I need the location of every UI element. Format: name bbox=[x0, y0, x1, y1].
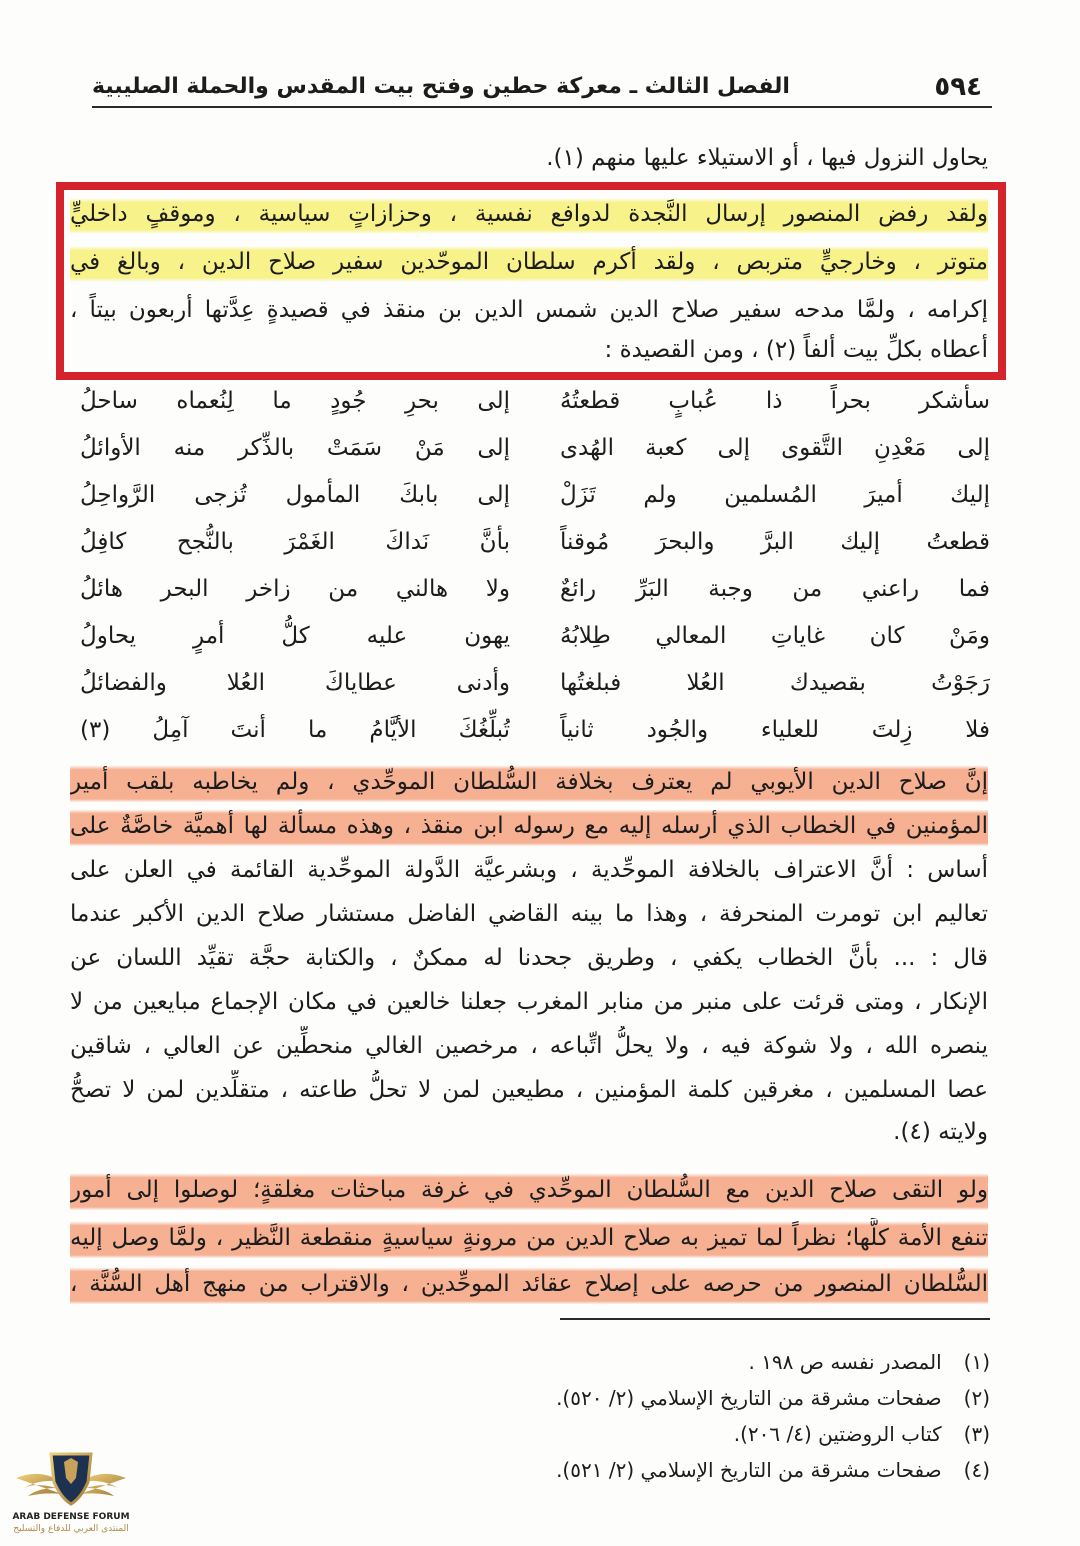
footnote-4 bbox=[290, 1452, 990, 1488]
para3-line-2: تنفع الأمة كلَّها؛ نظراً لما تميز به صلاح الدين من مرونةٍ سياسيةٍ منقطعة النَّظير ، ولمَّا وصل إليه bbox=[70, 1218, 988, 1260]
para3-line-3: السُّلطان المنصور من حرصه على إصلاح عقائد الموحِّدين ، والاقتراب من منهج أهل السُّنَّة ، bbox=[70, 1264, 988, 1306]
verse-left-1: إلى بحرِ جُودٍ ما لِنُعماه ساحلُ bbox=[80, 388, 510, 414]
verse-right-3: إليك أميرَ المُسلمين ولم تَزَلْ bbox=[560, 482, 990, 508]
chapter-title: الفصل الثالث ـ معركة حطين وفتح بيت المقدس والحملة الصليبية bbox=[92, 74, 790, 99]
verse-right-8: فلا زِلتَ للعلياء والجُود ثانياً bbox=[560, 717, 990, 743]
para2-line-1: إنَّ صلاح الدين الأيوبي لم يعترف بخلافة السُّلطان الموحِّدي ، ولم يخاطبه بلقب أمير bbox=[70, 762, 988, 804]
footnote-number: (٢) bbox=[963, 1386, 990, 1410]
para2-line-4: تعاليم ابن تومرت المنحرفة ، وهذا ما بينه القاضي الفاضل مستشار صلاح الدين الأكبر عندما bbox=[70, 901, 988, 927]
para2-line-5: قال : ... بأنَّ الخطاب يكفي ، وطريق جحدنا له ممكنٌ ، والكتابة حجَّة تقيِّد اللسان عن bbox=[70, 945, 988, 971]
verse-right-6: ومَنْ كان غاياتِ المعالي طِلابُهُ bbox=[560, 623, 990, 649]
verse-left-3: إلى بابكَ المأمول تُزجى الرَّواحِلُ bbox=[80, 482, 510, 508]
footnote-number: (١) bbox=[963, 1350, 990, 1374]
page-number: ٥٩٤ bbox=[934, 72, 982, 102]
forum-logo bbox=[6, 1448, 136, 1540]
footnote-number: (٤) bbox=[963, 1458, 990, 1482]
verse-left-2: إلى مَنْ سَمَتْ بالذِّكر منه الأوائلُ bbox=[80, 435, 510, 461]
para2-line-9: ولايته (٤). bbox=[893, 1119, 988, 1145]
para2-line-7: ينصره الله ، ولا شوكة فيه ، ولا يحلُّ اتِّباعه ، مرخصين الغالي منحطِّين عن العالي ، شاقين bbox=[70, 1033, 988, 1059]
footnote-text: صفحات مشرقة من التاريخ الإسلامي (٢/ ٥٢٠). bbox=[556, 1386, 942, 1410]
footnote-1 bbox=[290, 1344, 990, 1380]
logo-text-en: ARAB DEFENSE FORUM bbox=[12, 1512, 130, 1522]
verse-left-7: وأدنى عطاياكَ العُلا والفضائلُ bbox=[80, 670, 510, 696]
verse-right-7: رَجَوْتُ بقصيدك العُلا فبلغتُها bbox=[560, 670, 990, 696]
box-line-1: ولقد رفض المنصور إرسال النَّجدة لدوافع نفسية ، وحزازاتٍ سياسية ، وموقفٍ داخليٍّ bbox=[70, 194, 988, 236]
shield-wings-icon bbox=[6, 1448, 136, 1514]
para2-line-8: عصا المسلمين ، مغرقين كلمة المؤمنين ، مطيعين لمن لا تحلُّ طاعته ، متقلِّدين لمن لا تصحُّ bbox=[70, 1077, 988, 1103]
verse-right-2: إلى مَعْدِنِ التَّقوى إلى كعبة الهُدى bbox=[560, 435, 990, 461]
logo-text-ar: المنتدى العربي للدفاع والتسليح bbox=[13, 1524, 129, 1534]
para3-line-1: ولو التقى صلاح الدين مع السُّلطان الموحِّدي في غرفة مباحثات مغلقةٍ؛ لوصلوا إلى أمور bbox=[70, 1170, 988, 1212]
verse-left-8: تُبلِّغُكَ الأيَّامُ ما أنتَ آمِلُ (٣) bbox=[80, 717, 510, 743]
verse-left-6: يهون عليه كلُّ أمرٍ يحاولُ bbox=[80, 623, 510, 649]
verse-right-5: فما راعني من وجبة البَرِّ رائعٌ bbox=[560, 576, 990, 602]
footnote-2 bbox=[290, 1380, 990, 1416]
footnote-text: المصدر نفسه ص ١٩٨ . bbox=[748, 1350, 942, 1374]
verse-left-5: ولا هالني من زاخر البحر هائلُ bbox=[80, 576, 510, 602]
page-header bbox=[92, 66, 992, 108]
box-line-3: إكرامه ، ولمَّا مدحه سفير صلاح الدين شمس الدين بن منقذ في قصيدةٍ عِدَّتها أربعون بيتاً ، bbox=[70, 297, 988, 323]
footnote-number: (٣) bbox=[963, 1422, 990, 1446]
footnote-text: كتاب الروضتين (٤/ ٢٠٦). bbox=[733, 1422, 942, 1446]
box-line-4: أعطاه بكلِّ بيت ألفاً (٢) ، ومن القصيدة : bbox=[604, 337, 988, 363]
para2-line-6: الإنكار ، ومتى قرئت على منبر من منابر المغرب جعلنا خالعين في مكان الإجماع مبايعين من لا bbox=[70, 989, 988, 1015]
footnote-rule bbox=[560, 1318, 990, 1320]
intro-line: يحاول النزول فيها ، أو الاستيلاء عليها منهم (١). bbox=[546, 145, 988, 171]
footnote-3 bbox=[290, 1416, 990, 1452]
red-annotation-box bbox=[56, 182, 1006, 380]
verse-right-1: سأشكر بحراً ذا عُبابٍ قطعتُهُ bbox=[560, 388, 990, 414]
para2-line-3: أساس : أنَّ الاعتراف بالخلافة الموحِّدية ، وبشرعيَّة الدَّولة الموحِّدية القائمة في العلن على bbox=[70, 857, 988, 883]
box-line-2: متوتر ، وخارجيٍّ متربص ، ولقد أكرم سلطان الموحّدين سفير صلاح الدين ، وبالغ في bbox=[70, 242, 988, 284]
footnote-text: صفحات مشرقة من التاريخ الإسلامي (٢/ ٥٢١). bbox=[556, 1458, 942, 1482]
verse-left-4: بأنَّ نَداكَ الغَمْرَ بالنُّجح كافِلُ bbox=[80, 529, 510, 555]
para2-line-2: المؤمنين في الخطاب الذي أرسله إليه مع رسوله ابن منقذ ، وهذه مسألة لها أهميَّة خاصَّةٌ على bbox=[70, 806, 988, 848]
verse-right-4: قطعتُ إليك البرَّ والبحرَ مُوقناً bbox=[560, 529, 990, 555]
